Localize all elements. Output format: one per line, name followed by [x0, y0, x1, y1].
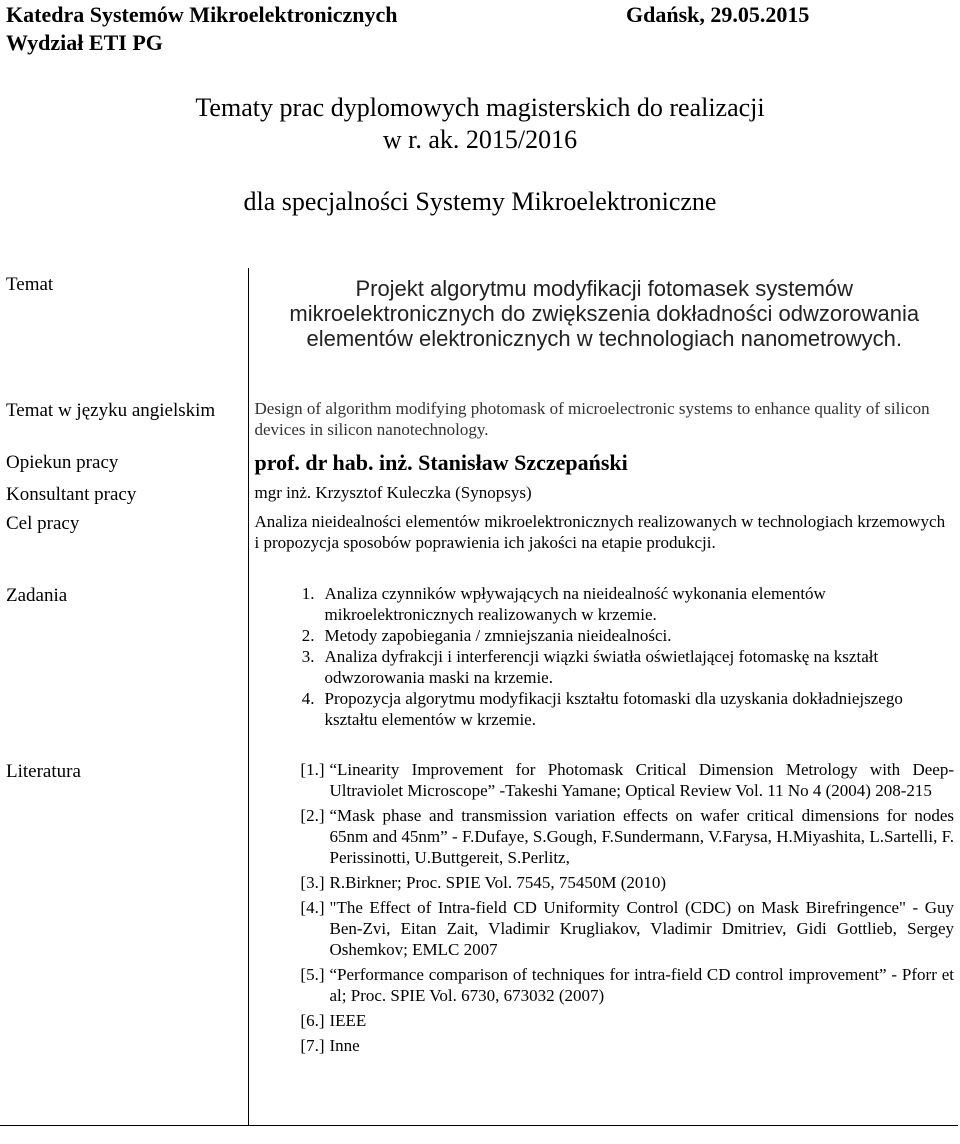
list-item	[255, 805, 955, 868]
topic-value: Projekt algorytmu modyfikacji fotomasek systemów mikroelektronicznych do zwiększenia dokładności odwzorowania elementów elektronicznych w technologiach nanometrowych.	[289, 276, 920, 351]
reference-text: "The Effect of Intra-field CD Uniformity Control (CDC) on Mask Birefringence" - Guy Ben-Zvi, Eitan Zait, Vladimir Krugliakov, Vladimir Dmitriev, Gidi Gottlieb, Sergey Oshemkov; EMLC 2007	[329, 898, 954, 959]
task-text: Metody zapobiegania / zmniejszania nieidealności.	[324, 626, 672, 645]
literature-list	[255, 759, 955, 1056]
task-number: 2.	[301, 626, 315, 645]
task-text: Propozycja algorytmu modyfikacji kształtu fotomaski dla uzyskania dokładniejszego kształtu elementów w krzemie.	[324, 689, 903, 729]
supervisor-value: prof. dr hab. inż. Stanisław Szczepański	[254, 450, 628, 475]
reference-text: R.Birkner; Proc. SPIE Vol. 7545, 75450M (2010)	[329, 873, 667, 892]
document-title-line1: Tematy prac dyplomowych magisterskich do realizacji	[195, 93, 765, 122]
list-item	[255, 625, 955, 646]
tasks-list	[255, 583, 955, 730]
label-topic: Temat	[0, 268, 248, 394]
reference-text: “Mask phase and transmission variation effects on wafer critical dimensions for nodes 65nm and 45nm” - F.Dufaye, S.Gough, F.Sundermann, V.Farysa, H.Miyashita, L.Sartelli, F. Perissinotti, U.Buttgereit, S.Perlitz,	[329, 806, 954, 867]
reference-text: “Performance comparison of techniques for intra-field CD control improvement” - Pforr et al; Proc. SPIE Vol. 6730, 673032 (2007)	[329, 965, 954, 1005]
list-item	[255, 583, 955, 625]
list-item	[255, 1035, 955, 1056]
task-number: 1.	[301, 584, 315, 603]
row-topic-en	[0, 394, 958, 446]
list-item	[255, 646, 955, 688]
list-item	[255, 759, 955, 801]
document-title-line2: w r. ak. 2015/2016	[382, 125, 578, 154]
reference-number: [1.]	[300, 760, 325, 779]
reference-number: [7.]	[300, 1036, 325, 1055]
row-consultant	[0, 478, 958, 507]
faculty-name: Wydział ETI PG	[6, 30, 163, 55]
list-item	[255, 897, 955, 960]
row-topic	[0, 268, 958, 394]
reference-number: [5.]	[300, 965, 325, 984]
reference-text: Inne	[329, 1036, 360, 1055]
list-item	[255, 872, 955, 893]
specialization-line: dla specjalności Systemy Mikroelektroniczne	[243, 187, 717, 216]
task-text: Analiza czynników wpływających na nieidealność wykonania elementów mikroelektronicznych realizowanych w krzemie.	[324, 584, 826, 624]
row-literature	[0, 755, 958, 1125]
department-name: Katedra Systemów Mikroelektronicznych	[6, 2, 398, 27]
row-tasks	[0, 579, 958, 755]
task-text: Analiza dyfrakcji i interferencji wiązki światła oświetlającej fotomaskę na kształt odwzorowania maski na krzemie.	[324, 647, 879, 687]
reference-text: “Linearity Improvement for Photomask Critical Dimension Metrology with Deep-Ultraviolet Microscope” -Takeshi Yamane; Optical Review Vol. 11 No 4 (2004) 208-215	[329, 760, 954, 800]
reference-number: [3.]	[300, 873, 325, 892]
task-number: 4.	[301, 689, 315, 708]
row-goal	[0, 507, 958, 579]
list-item	[255, 964, 955, 1006]
reference-number: [4.]	[300, 898, 325, 917]
goal-value: Analiza nieidealności elementów mikroelektronicznych realizowanych w technologiach krzemowych i propozycja sposobów poprawienia ich jakości na etapie produkcji.	[254, 512, 946, 552]
list-item	[255, 688, 955, 730]
consultant-value: mgr inż. Krzysztof Kuleczka (Synopsys)	[254, 483, 532, 502]
label-tasks: Zadania	[0, 579, 248, 755]
list-item	[255, 1010, 955, 1031]
reference-text: IEEE	[329, 1011, 367, 1030]
label-topic-en: Temat w języku angielskim	[0, 394, 248, 446]
thesis-topic-table	[0, 268, 958, 1126]
label-supervisor: Opiekun pracy	[0, 446, 248, 478]
label-goal: Cel pracy	[0, 507, 248, 579]
topic-en-value: Design of algorithm modifying photomask of microelectronic systems to enhance quality of silicon devices in silicon nanotechnology.	[254, 399, 930, 439]
task-number: 3.	[301, 647, 315, 666]
place-date: Gdańsk, 29.05.2015	[626, 2, 810, 27]
label-literature: Literatura	[0, 755, 248, 1125]
label-consultant: Konsultant pracy	[0, 478, 248, 507]
reference-number: [2.]	[300, 806, 325, 825]
reference-number: [6.]	[300, 1011, 325, 1030]
row-supervisor	[0, 446, 958, 478]
